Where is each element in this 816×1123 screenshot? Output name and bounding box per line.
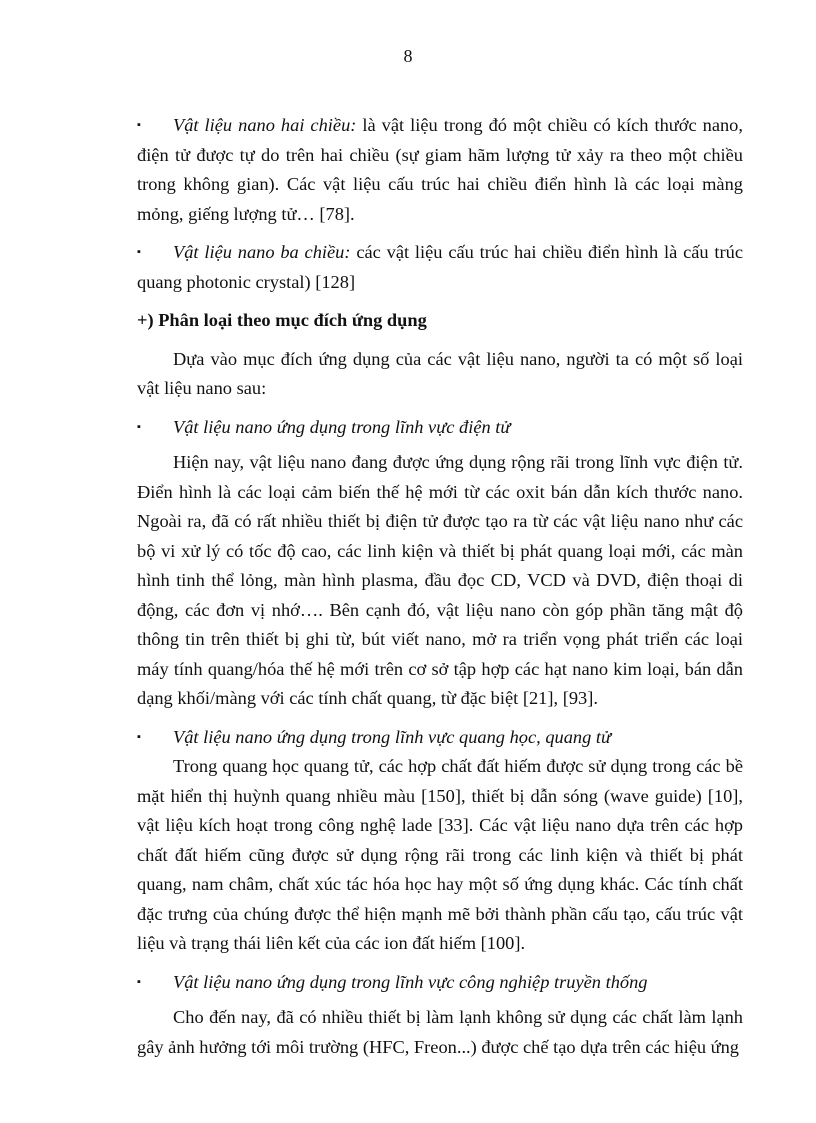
subsection-title: Vật liệu nano ứng dụng trong lĩnh vực quang học, quang tử — [173, 726, 612, 747]
term-3d: Vật liệu nano ba chiều: — [173, 242, 351, 262]
bullet-square-icon: ▪ — [137, 246, 141, 258]
subsection-title: Vật liệu nano ứng dụng trong lĩnh vực công nghiệp truyền thống — [173, 971, 648, 992]
bullet-square-icon: ▪ — [137, 730, 141, 743]
intro-paragraph: Dựa vào mục đích ứng dụng của các vật liệu nano, người ta có một số loại vật liệu nano sau: — [137, 348, 743, 398]
industry-paragraph: Cho đến nay, đã có nhiều thiết bị làm lạnh không sử dụng các chất làm lạnh gây ảnh hưởng tới môi trường (HFC, Freon...) được chế tạo dựa trên các hiệu ứng — [137, 1007, 743, 1057]
definition-2d: là vật liệu trong đó một chiều có kích thước nano, điện tử được tự do trên hai chiều (sự giam hãm lượng tử xảy ra theo một chiều trong không gian). Các vật liệu cấu trúc hai chiều điển hình là các loại màng mỏng, giếng lượng tử… [78]. — [137, 115, 743, 224]
subsection-optics-title — [137, 723, 743, 753]
bullet-square-icon: ▪ — [137, 119, 141, 131]
page-number: 8 — [403, 46, 413, 66]
subsection-industry-title — [137, 968, 743, 998]
page-content — [137, 111, 743, 1071]
subsection-title: Vật liệu nano ứng dụng trong lĩnh vực điện tử — [173, 416, 511, 437]
subsection-electronics-title — [137, 413, 743, 443]
electronics-paragraph: Hiện nay, vật liệu nano đang được ứng dụng rộng rãi trong lĩnh vực điện tử. Điển hình là các loại cảm biến thế hệ mới từ các oxit bán dẫn kích thước nano. Ngoài ra, đã có rất nhiều thiết bị điện tử được tạo ra từ các vật liệu nano như các bộ vi xử lý có tốc độ cao, các linh kiện và thiết bị phát quang loại mới, các màn hình tinh thể lỏng, màn hình plasma, đầu đọc CD, VCD và DVD, điện thoại di động, các đơn vị nhớ…. Bên cạnh đó, vật liệu nano còn góp phần tăng mật độ thông tin trên thiết bị ghi từ, bút viết nano, mở ra triển vọng phát triển các loại máy tính quang/hóa thế hệ mới trên cơ sở tập hợp các hạt nano kim loại, bán dẫn dạng khối/màng với các tính chất quang, từ đặc biệt [21], [93]. — [137, 452, 743, 708]
bullet-square-icon: ▪ — [137, 420, 141, 433]
bullet-2d-nanomaterial — [137, 111, 743, 229]
definition-3d: các vật liệu cấu trúc hai chiều điển hình là cấu trúc quang photonic crystal) [128] — [137, 242, 743, 292]
term-2d: Vật liệu nano hai chiều: — [173, 115, 357, 135]
optics-paragraph: Trong quang học quang tử, các hợp chất đất hiếm được sử dụng trong các bề mặt hiển thị huỳnh quang nhiều màu [150], thiết bị dẫn sóng (wave guide) [10], vật liệu kích hoạt trong công nghệ lade [33]. Các vật liệu nano dựa trên các hợp chất đất hiếm cũng được sử dụng rộng rãi trong các linh kiện và thiết bị phát quang, nam châm, chất xúc tác hóa học hay một số ứng dụng khác. Các tính chất đặc trưng của chúng được thể hiện mạnh mẽ bởi thành phần cấu tạo, cấu trúc vật liệu và trạng thái liên kết của các ion đất hiếm [100]. — [137, 756, 743, 953]
section-heading: +) Phân loại theo mục đích ứng dụng — [137, 310, 427, 330]
bullet-square-icon: ▪ — [137, 975, 141, 988]
bullet-3d-nanomaterial — [137, 238, 743, 297]
